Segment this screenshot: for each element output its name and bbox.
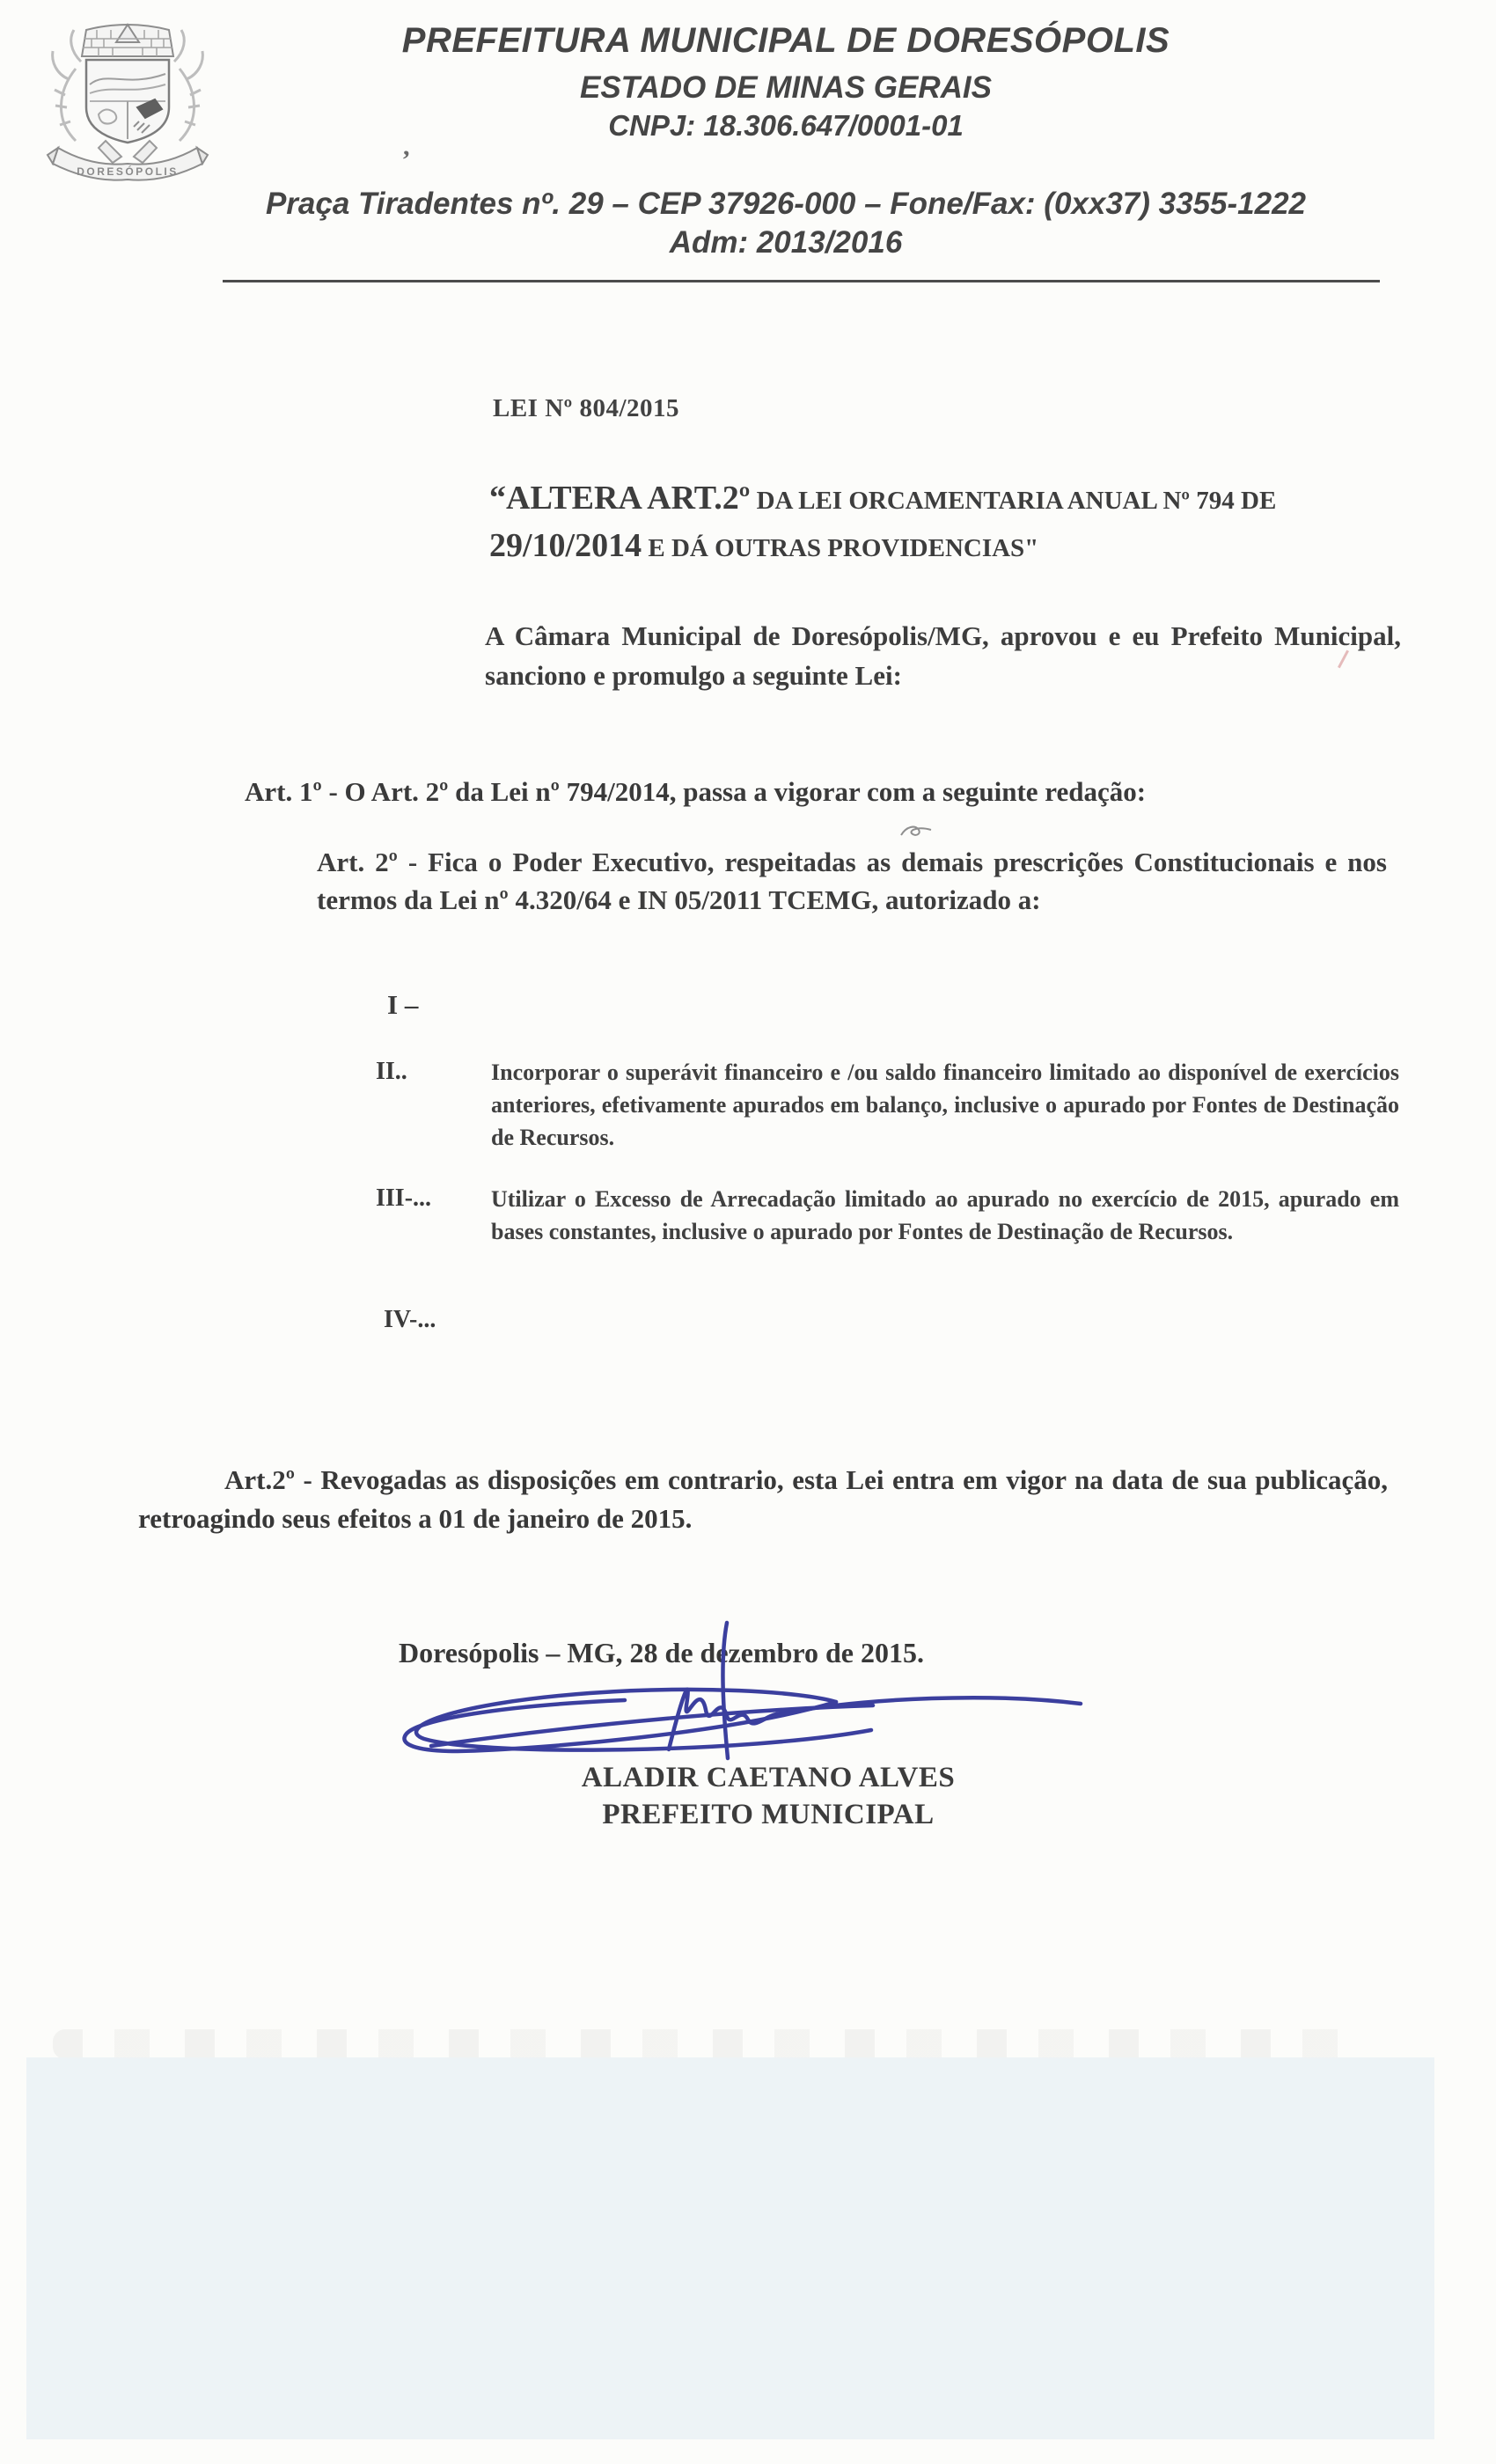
law-title-line1 <box>489 478 1387 525</box>
article2-final-paragraph: Art.2º - Revogadas as disposições em contrario, esta Lei entra em vigor na data de sua publicação, retroagindo seus efeitos a 01 de janeiro de 2015. <box>138 1464 1388 1534</box>
coat-of-arms-banner-text: DORESÓPOLIS <box>77 165 179 178</box>
law-title <box>489 478 1387 573</box>
article1-paragraph: Art. 1º - O Art. 2º da Lei nº 794/2014, passa a vigorar com a seguinte redação: <box>245 776 1147 807</box>
item-I-label: I – <box>387 989 419 1020</box>
item-II-text: Incorporar o superávit financeiro e /ou saldo financeiro limitado ao disponível de exercícios anteriores, efetivamente apurados em balanço, inclusive o apurado por Fontes de Destinação de Recursos. <box>491 1060 1399 1150</box>
law-title-line2-big: 29/10/2014 <box>489 527 642 564</box>
header-administration: Adm: 2013/2016 <box>669 225 903 260</box>
item-III-text: Utilizar o Excesso de Arrecadação limitado ao apurado no exercício de 2015, apurado em bases constantes, inclusive o apurado por Fontes de Destinação de Recursos. <box>491 1186 1399 1244</box>
header-state: ESTADO DE MINAS GERAIS <box>579 70 992 105</box>
law-title-line2 <box>489 525 1387 573</box>
signatory-name: ALADIR CAETANO ALVES <box>581 1762 956 1793</box>
law-number: LEI Nº 804/2015 <box>493 394 680 422</box>
law-title-line1-small: DA LEI ORCAMENTARIA ANUAL Nº 794 DE <box>750 487 1277 515</box>
signature-scribble-icon <box>378 1616 1091 1774</box>
pencil-squiggle-mark <box>898 821 935 842</box>
signatory-role: PREFEITO MUNICIPAL <box>602 1799 935 1830</box>
scan-tint-area <box>26 2057 1434 2439</box>
scan-speck: , <box>403 132 410 161</box>
preamble-paragraph: A Câmara Municipal de Doresópolis/MG, aprovou e eu Prefeito Municipal, sanciono e promulgo a seguinte Lei: <box>485 620 1401 691</box>
header-cnpj: CNPJ: 18.306.647/0001-01 <box>608 109 964 142</box>
law-title-line1-big: “ALTERA ART.2º <box>489 480 751 517</box>
item-III-label: III-... <box>376 1184 432 1212</box>
scan-smudge-band <box>53 2029 1355 2059</box>
item-IV-label: IV-... <box>384 1306 436 1333</box>
date-line: Doresópolis – MG, 28 de dezembro de 2015. <box>399 1637 924 1668</box>
item-II-label: II.. <box>376 1058 407 1085</box>
article2-caput-paragraph: Art. 2º - Fica o Poder Executivo, respeitadas as demais prescrições Constitucionais e nos termos da Lei nº 4.320/64 e IN 05/2011 TCEMG, autorizado a: <box>317 847 1387 915</box>
header-org-name: PREFEITURA MUNICIPAL DE DORESÓPOLIS <box>401 21 1170 60</box>
law-title-line2-small: E DÁ OUTRAS PROVIDENCIAS" <box>642 534 1039 562</box>
header-address: Praça Tiradentes nº. 29 – CEP 37926-000 – Fone/Fax: (0xx37) 3355-1222 <box>265 187 1307 221</box>
header-divider-line <box>223 280 1380 282</box>
